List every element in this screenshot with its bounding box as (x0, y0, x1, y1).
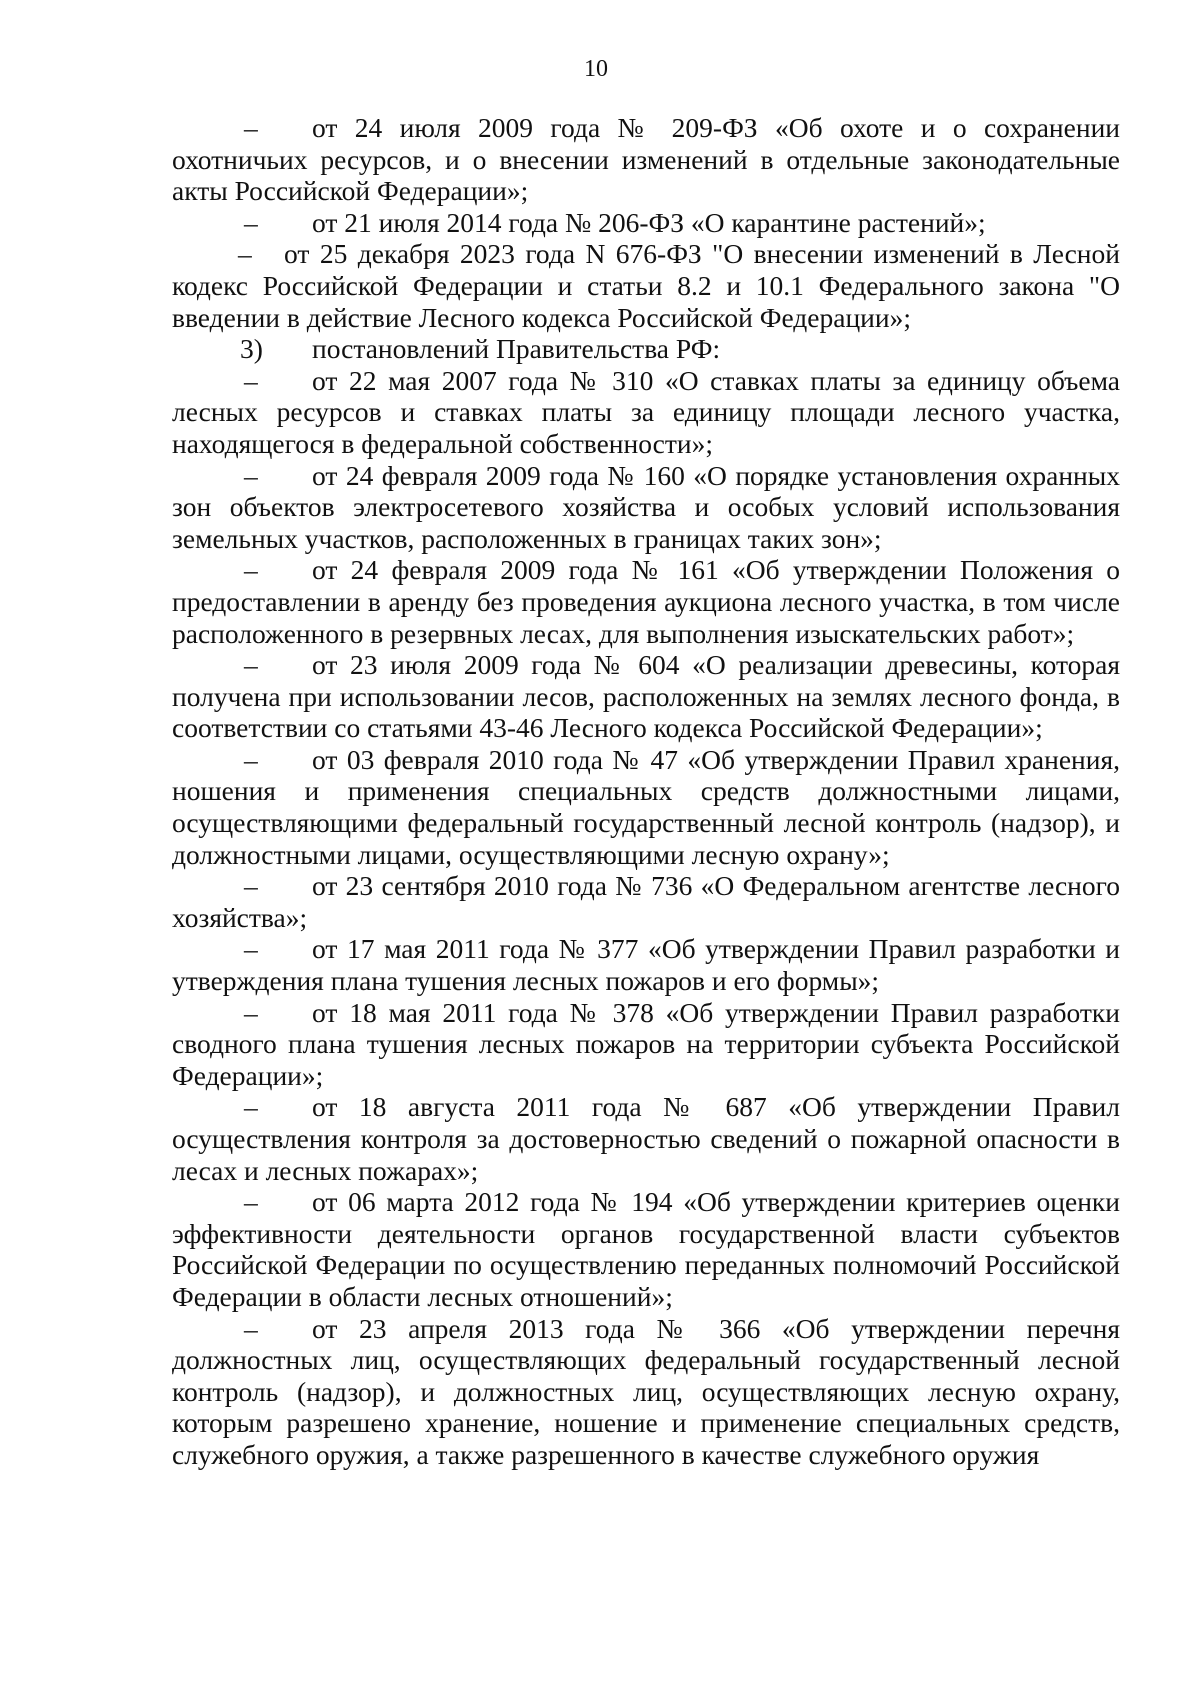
list-item (172, 112, 1120, 207)
list-marker: 3) (240, 333, 263, 365)
document-body (172, 112, 1120, 1471)
list-item (172, 933, 1120, 996)
list-item (172, 744, 1120, 870)
list-item (172, 649, 1120, 744)
list-marker: – (244, 996, 258, 1028)
list-item (172, 997, 1120, 1092)
list-marker: – (244, 1186, 258, 1218)
page-number: 10 (584, 56, 608, 82)
list-item-text: от 24 февраля 2009 года № 160 «О порядке установления охранных зон объектов электросетевого хозяйства и особых условий использования земельных участков, расположенных в границах таких зон»; (172, 459, 1120, 554)
list-item-text: от 21 июля 2014 года № 206-ФЗ «О карантине растений»; (312, 206, 986, 238)
list-item-text: от 03 февраля 2010 года № 47 «Об утверждении Правил хранения, ношения и применения специальных средств должностными лицами, осуществляющими федеральный государственный лесной контроль (надзор), и должностными лицами, осуществляющими лесную охрану»; (172, 743, 1120, 870)
list-marker: – (244, 1091, 258, 1123)
list-marker: – (238, 238, 252, 270)
list-marker: – (244, 743, 258, 775)
list-item (172, 238, 1120, 333)
list-item (172, 460, 1120, 555)
list-marker: – (244, 554, 258, 586)
list-marker: – (244, 112, 258, 143)
list-marker: – (244, 933, 258, 965)
list-marker: – (244, 870, 258, 902)
list-item-text: от 24 февраля 2009 года № 161 «Об утверждении Положения о предоставлении в аренду без проведения аукциона лесного участка, в том числе расположенного в резервных лесах, для выполнения изыскательских работ»; (172, 554, 1120, 649)
list-marker: – (244, 1312, 258, 1344)
list-item-text: от 06 марта 2012 года № 194 «Об утверждении критериев оценки эффективности деятельности органов государственной власти субъектов Российской Федерации по осуществлению переданных полномочий Российской Федерации в области лесных отношений»; (172, 1186, 1120, 1312)
list-item-text: от 17 мая 2011 года № 377 «Об утверждении Правил разработки и утверждения плана тушения лесных пожаров и его формы»; (172, 933, 1120, 997)
list-item-text: от 18 мая 2011 года № 378 «Об утверждении Правил разработки сводного плана тушения лесных пожаров на территории субъекта Российской Федерации»; (172, 996, 1120, 1091)
list-item-text: от 23 апреля 2013 года № 366 «Об утверждении перечня должностных лиц, осуществляющих федеральный государственный лесной контроль (надзор), и должностных лиц, осуществляющих лесную охрану, которым разрешено хранение, ношение и применение специальных средств, служебного оружия, а также разрешенного в качестве служебного оружия (172, 1312, 1120, 1470)
list-marker: – (244, 364, 258, 396)
list-item (172, 365, 1120, 460)
list-item-text: от 23 сентября 2010 года № 736 «О Федеральном агентстве лесного хозяйства»; (172, 870, 1120, 933)
list-item-text: от 25 декабря 2023 года N 676-ФЗ "О внесении изменений в Лесной кодекс Российской Федерации и статьи 8.2 и 10.1 Федерального закона "О введении в действие Лесного кодекса Российской Федерации»; (172, 238, 1120, 333)
list-item-text: от 18 августа 2011 года № 687 «Об утверждении Правил осуществления контроля за достоверностью сведений о пожарной опасности в лесах и лесных пожарах»; (172, 1091, 1120, 1186)
list-item (172, 870, 1120, 933)
list-item (172, 1091, 1120, 1186)
list-item-text: от 22 мая 2007 года № 310 «О ставках платы за единицу объема лесных ресурсов и ставках платы за единицу площади лесного участка, находящегося в федеральной собственности»; (172, 364, 1120, 459)
list-item (172, 1186, 1120, 1312)
list-item (172, 554, 1120, 649)
list-item-text: от 23 июля 2009 года № 604 «О реализации древесины, которая получена при использовании лесов, расположенных на землях лесного фонда, в соответствии со статьями 43-46 Лесного кодекса Российской Федерации»; (172, 649, 1120, 744)
list-item (172, 333, 1120, 365)
list-marker: – (244, 459, 258, 491)
list-item-text: постановлений Правительства РФ: (312, 333, 721, 365)
list-item (172, 1313, 1120, 1471)
list-marker: – (244, 206, 258, 238)
list-item (172, 207, 1120, 239)
list-item-text: от 24 июля 2009 года № 209-ФЗ «Об охоте и о сохранении охотничьих ресурсов, и о внесении изменений в отдельные законодательные акты Российской Федерации»; (172, 112, 1120, 207)
list-marker: – (244, 649, 258, 681)
